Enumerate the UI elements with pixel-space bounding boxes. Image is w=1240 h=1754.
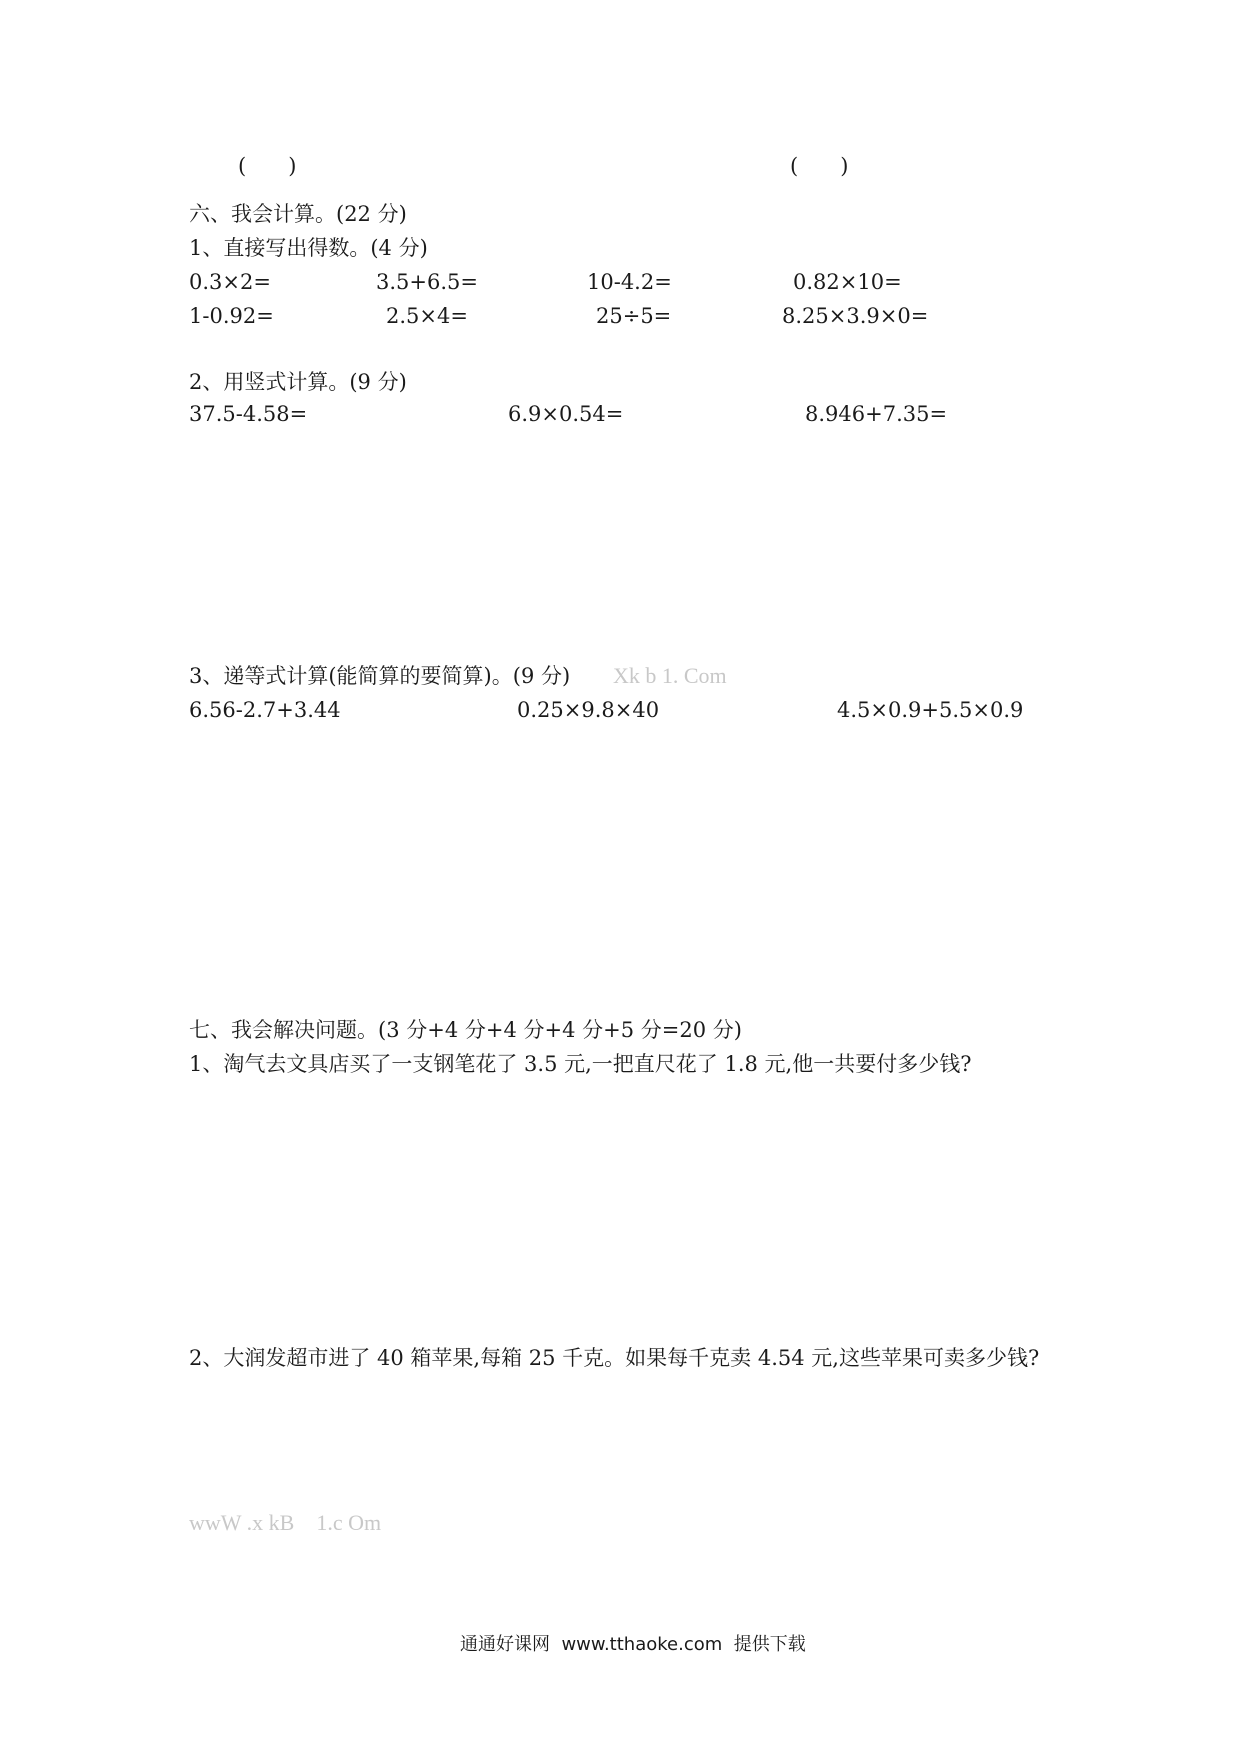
answer-blank-right: ( ) [790, 154, 849, 178]
q1-title: 1、直接写出得数。(4 分) [189, 236, 428, 260]
q1-expr: 1-0.92= [189, 304, 274, 328]
q2-expr: 37.5-4.58= [189, 402, 308, 426]
q1-expr: 0.3×2= [189, 270, 271, 294]
q2-expr: 6.9×0.54= [508, 402, 624, 426]
q3-title: 3、递等式计算(能简算的要简算)。(9 分) [189, 664, 571, 688]
q1-expr: 3.5+6.5= [376, 270, 478, 294]
section-7-title: 七、我会解决问题。(3 分+4 分+4 分+4 分+5 分=20 分) [189, 1018, 742, 1042]
footer-source: 通通好课网 www.tthaoke.com 提供下载 [460, 1634, 806, 1655]
q3-expr: 6.56-2.7+3.44 [189, 698, 341, 722]
q3-expr: 4.5×0.9+5.5×0.9 [837, 698, 1024, 722]
q3-expr: 0.25×9.8×40 [517, 698, 660, 722]
section-6-title: 六、我会计算。(22 分) [189, 202, 407, 226]
watermark-text: wwW .x kB 1.c Om [189, 1510, 382, 1535]
q1-expr: 2.5×4= [386, 304, 468, 328]
q1-expr: 8.25×3.9×0= [782, 304, 929, 328]
q1-expr: 10-4.2= [587, 270, 672, 294]
q2-title: 2、用竖式计算。(9 分) [189, 370, 407, 394]
q1-expr: 25÷5= [596, 304, 672, 328]
answer-blank-left: ( ) [238, 154, 297, 178]
q1-expr: 0.82×10= [793, 270, 902, 294]
q2-expr: 8.946+7.35= [805, 402, 948, 426]
problem-1: 1、淘气去文具店买了一支钢笔花了 3.5 元,一把直尺花了 1.8 元,他一共要付多少钱? [189, 1052, 972, 1076]
problem-2: 2、大润发超市进了 40 箱苹果,每箱 25 千克。如果每千克卖 4.54 元,这些苹果可卖多少钱? [189, 1346, 1040, 1370]
watermark-text: Xk b 1. Com [613, 663, 727, 688]
